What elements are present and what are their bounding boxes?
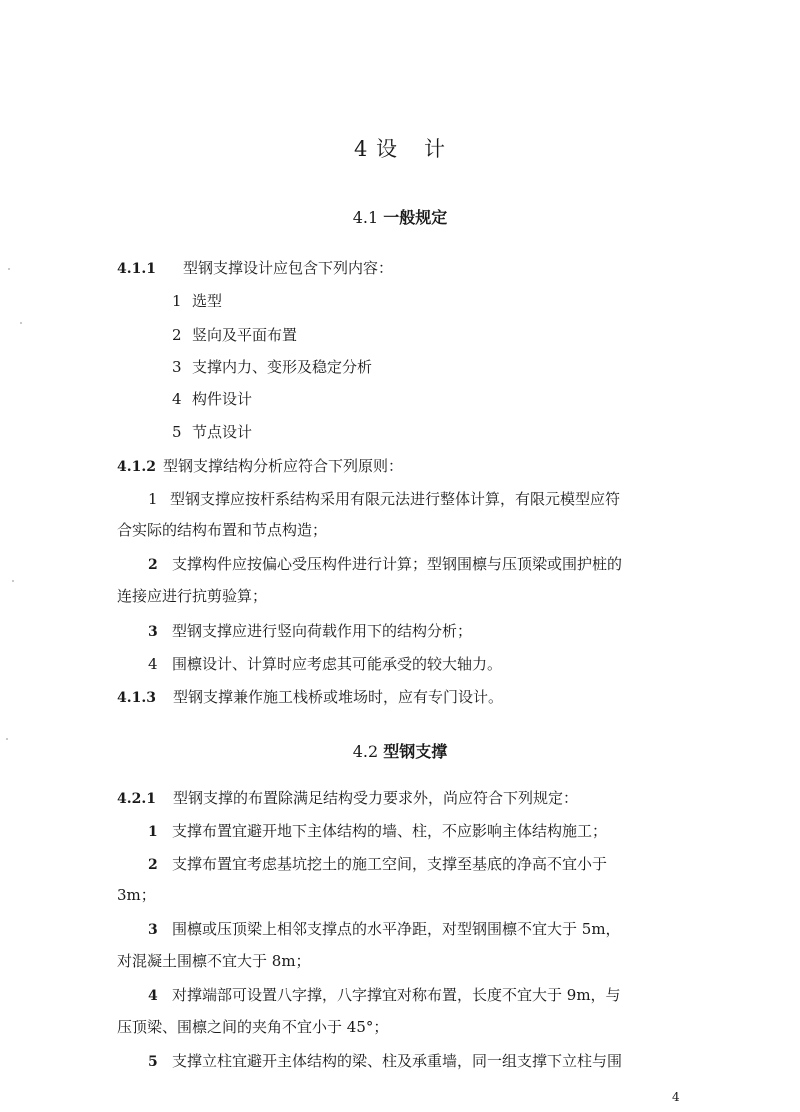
clause-number: 4.1.2 [117, 459, 156, 475]
chapter-title-part-2: 计 [424, 137, 447, 161]
list-item: 4 构件设计 [172, 390, 253, 408]
chapter-title-part-1: 设 [376, 137, 399, 161]
section-heading-4-1 [0, 205, 800, 228]
clause-number: 4.1.3 [117, 690, 156, 706]
clause-text: 型钢支撑结构分析应符合下列原则： [163, 457, 404, 475]
section-title: 型钢支撑 [383, 742, 448, 761]
scan-speck [12, 580, 14, 582]
list-item: 4 围檩设计、计算时应考虑其可能承受的较大轴力。 [148, 655, 503, 673]
list-item: 4 对撑端部可设置八字撑，八字撑宜对称布置，长度不宜大于 9m，与 [148, 986, 621, 1004]
list-item: 1 型钢支撑应按杆系结构采用有限元法进行整体计算，有限元模型应符 [148, 490, 621, 508]
chapter-heading [0, 133, 800, 163]
list-item: 3 支撑内力、变形及稳定分析 [172, 358, 373, 376]
page-number: 4 [672, 1090, 680, 1104]
list-item: 3 围檩或压顶梁上相邻支撑点的水平净距，对型钢围檩不宜大于 5m， [148, 920, 621, 938]
clause-text: 型钢支撑设计应包含下列内容： [183, 259, 394, 277]
list-item: 5 支撑立柱宜避开主体结构的梁、柱及承重墙，同一组支撑下立柱与围 [148, 1052, 623, 1070]
list-item-continuation: 合实际的结构布置和节点构造； [117, 521, 328, 539]
scan-speck [8, 268, 10, 270]
clause-text: 型钢支撑兼作施工栈桥或堆场时，应有专门设计。 [173, 688, 504, 706]
chapter-number: 4 [353, 137, 369, 161]
list-item: 1 支撑布置宜避开地下主体结构的墙、柱，不应影响主体结构施工； [148, 822, 608, 840]
clause-4-1-2 [117, 455, 403, 476]
list-item: 5 节点设计 [172, 423, 253, 441]
list-item-continuation: 对混凝土围檩不宜大于 8m； [117, 952, 311, 970]
clause-4-1-3 [117, 686, 503, 707]
list-item: 3 型钢支撑应进行竖向荷载作用下的结构分析； [148, 622, 473, 640]
clause-number: 4.2.1 [117, 791, 156, 807]
list-item-continuation: 压顶梁、围檩之间的夹角不宜小于 45°； [117, 1018, 389, 1036]
list-item: 2 支撑布置宜考虑基坑挖土的施工空间，支撑至基底的净高不宜小于 [148, 855, 608, 873]
section-number: 4.1 [352, 208, 379, 227]
section-heading-4-2 [0, 739, 800, 762]
section-title: 一般规定 [383, 208, 448, 227]
list-item: 2 竖向及平面布置 [172, 326, 298, 344]
list-item: 1 选型 [172, 292, 223, 310]
scan-speck [20, 322, 22, 324]
scan-speck [6, 738, 8, 740]
section-number: 4.2 [352, 742, 379, 761]
clause-number: 4.1.1 [117, 261, 156, 277]
list-item-continuation: 3m； [117, 886, 156, 904]
clause-4-2-1 [117, 787, 578, 808]
clause-text: 型钢支撑的布置除满足结构受力要求外，尚应符合下列规定： [173, 789, 579, 807]
list-item: 2 支撑构件应按偏心受压构件进行计算；型钢围檩与压顶梁或围护桩的 [148, 555, 623, 573]
clause-4-1-1 [117, 257, 393, 278]
list-item-continuation: 连接应进行抗剪验算； [117, 587, 268, 605]
